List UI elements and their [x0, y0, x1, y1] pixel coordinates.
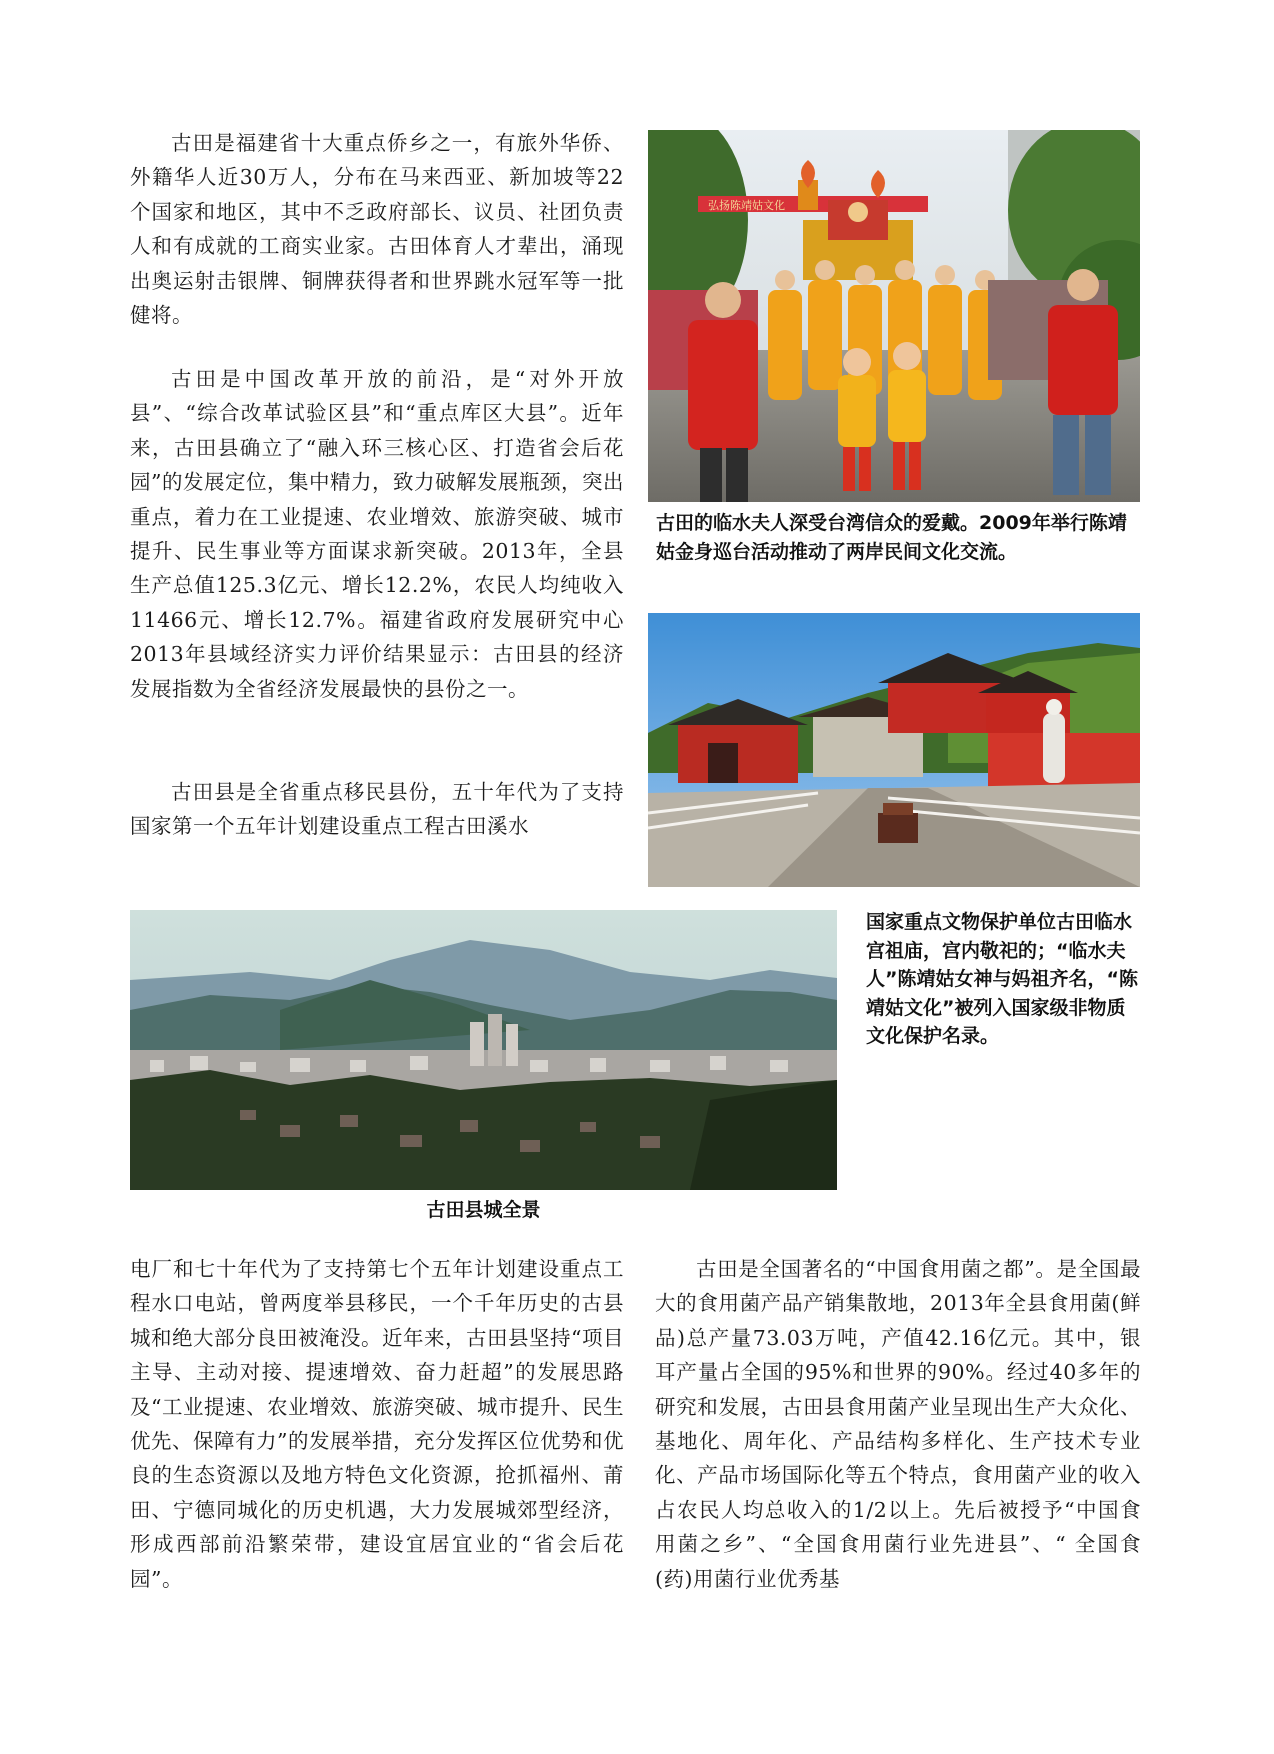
paragraph-reform: 古田是中国改革开放的前沿，是“对外开放县”、“综合改革试验区县”和“重点库区大县”。近年来，古田县确立了“融入环三核心区、打造省会后花园”的发展定位，集中精力，致力破解发展瓶颈，突出重点，着力在工业提速、农业增效、旅游突破、城市提升、民生事业等方面谋求新突破。2013年，全县生产总值125.3亿元、增长12.2%，农民人均纯收入11466元、增长12.7%。福建省政府发展研究中心2013年县域经济实力评价结果显示：古田县的经济发展指数为全省经济发展最快的县份之一。 — [130, 367, 624, 701]
paragraph-overseas-chinese: 古田是福建省十大重点侨乡之一，有旅外华侨、外籍华人近30万人，分布在马来西亚、新加坡等22个国家和地区，其中不乏政府部长、议员、社团负责人和有成就的工商实业家。古田体育人才辈出，涌现出奥运射击银牌、铜牌获得者和世界跳水冠军等一批健将。 — [130, 131, 624, 328]
paragraph-mushroom: 古田是全国著名的“中国食用菌之都”。是全国最大的食用菌产品产销集散地，2013年全县食用菌(鲜品)总产量73.03万吨，产值42.16亿元。其中，银耳产量占全国的95%和世界的90%。经过40多年的研究和发展，古田县食用菌产业呈现出生产大众化、基地化、周年化、产品结构多样化、生产技术专业化、产品市场国际化等五个特点，食用菌产业的收入占农民人均总收入的1/2以上。先后被授予“中国食用菌之乡”、“全国食用菌行业先进县”、“ 全国食(药)用菌行业优秀基 — [655, 1257, 1141, 1591]
temple-photo — [648, 613, 1140, 887]
caption-parade: 古田的临水夫人深受台湾信众的爱戴。2009年举行陈靖姑金身巡台活动推动了两岸民间文化交流。 — [656, 512, 1127, 563]
paragraph-migration-continued: 电厂和七十年代为了支持第七个五年计划建设重点工程水口电站，曾两度举县移民，一个千年历史的古县城和绝大部分良田被淹没。近年来，古田县坚持“项目主导、主动对接、提速增效、奋力赶超”的发展思路及“工业提速、农业增效、旅游突破、城市提升、民生优先、保障有力”的发展举措，充分发挥区位优势和优良的生态资源以及地方特色文化资源，抢抓福州、莆田、宁德同城化的历史机遇，大力发展城郊型经济，形成西部前沿繁荣带，建设宜居宜业的“省会后花园”。 — [130, 1257, 624, 1591]
parade-banner-text: 弘扬陈靖姑文化 — [708, 199, 785, 212]
city-panorama-photo — [130, 910, 837, 1190]
paragraph-migration-start: 古田县是全省重点移民县份，五十年代为了支持国家第一个五年计划建设重点工程古田溪水 — [130, 780, 624, 839]
caption-temple: 国家重点文物保护单位古田临水宫祖庙，宫内敬祀的；“临水夫人”陈靖姑女神与妈祖齐名，“陈靖姑文化”被列入国家级非物质文化保护名录。 — [866, 911, 1138, 1047]
caption-city: 古田县城全景 — [426, 1199, 541, 1221]
parade-photo — [648, 130, 1140, 502]
